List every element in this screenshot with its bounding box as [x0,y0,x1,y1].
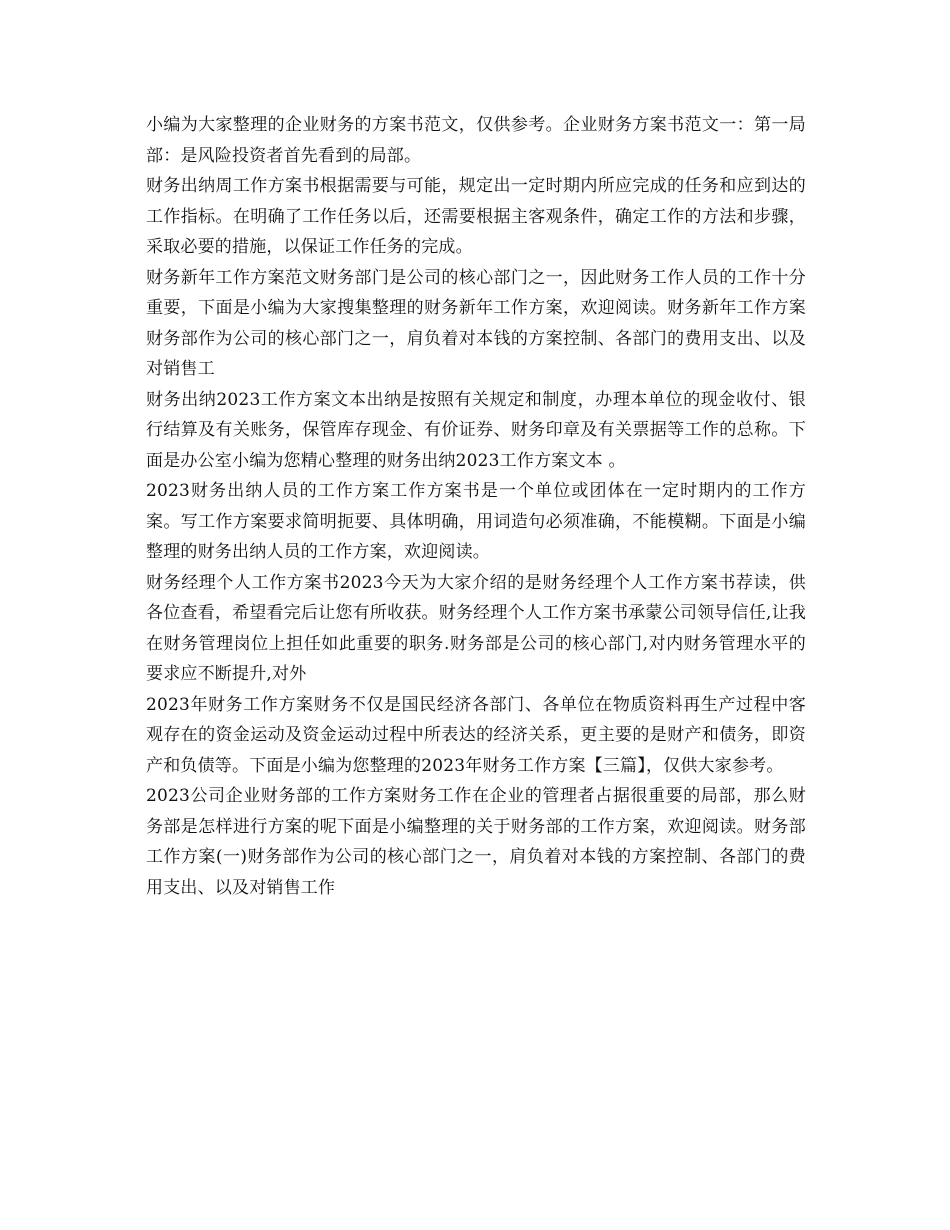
paragraph-cashier-weekly-plan: 财务出纳周工作方案书根据需要与可能，规定出一定时期内所应完成的任务和应到达的工作指标。在明确了工作任务以后，还需要根据主客观条件，确定工作的方法和步骤，采取必要的措施，以保证工作任务的完成。 [146,176,806,257]
paragraph-finance-department-plan: 2023公司企业财务部的工作方案财务工作在企业的管理者占据很重要的局部，那么财务部是怎样进行方案的呢下面是小编整理的关于财务部的工作方案，欢迎阅读。财务部工作方案(一)财务部作为公司的核心部门之一，肩负着对本钱的方案控制、各部门的费用支出、以及对销售工作 [146,786,806,898]
paragraph-cashier-2023-plan: 财务出纳2023工作方案文本出纳是按照有关规定和制度，办理本单位的现金收付、银行结算及有关账务，保管库存现金、有价证券、财务印章及有关票据等工作的总称。下面是办公室小编为您精心整理的财务出纳2023工作方案文本 。 [146,389,806,471]
document-body [146,110,806,903]
paragraph-cashier-staff-plan: 2023财务出纳人员的工作方案工作方案书是一个单位或团体在一定时期内的工作方案。写工作方案要求简明扼要、具体明确，用词造句必须准确，不能模糊。下面是小编整理的财务出纳人员的工作方案，欢迎阅读。 [146,481,806,562]
paragraph-new-year-plan: 财务新年工作方案范文财务部门是公司的核心部门之一，因此财务工作人员的工作十分重要，下面是小编为大家搜集整理的财务新年工作方案，欢迎阅读。财务新年工作方案财务部作为公司的核心部门之一，肩负着对本钱的方案控制、各部门的费用支出、以及对销售工 [146,267,806,379]
paragraph-2023-finance-plan: 2023年财务工作方案财务不仅是国民经济各部门、各单位在物质资料再生产过程中客观存在的资金运动及资金运动过程中所表达的经济关系，更主要的是财产和债务，即资产和负债等。下面是小编为您整理的2023年财务工作方案【三篇】，仅供大家参考。 [146,694,806,776]
paragraph-finance-manager-plan: 财务经理个人工作方案书2023今天为大家介绍的是财务经理个人工作方案书荐读，供各位查看，希望看完后让您有所收获。财务经理个人工作方案书承蒙公司领导信任,让我在财务管理岗位上担任如此重要的职务.财务部是公司的核心部门,对内财务管理水平的要求应不断提升,对外 [146,572,806,684]
paragraph-intro: 小编为大家整理的企业财务的方案书范文，仅供参考。企业财务方案书范文一：第一局部：是风险投资者首先看到的局部。 [146,115,806,166]
